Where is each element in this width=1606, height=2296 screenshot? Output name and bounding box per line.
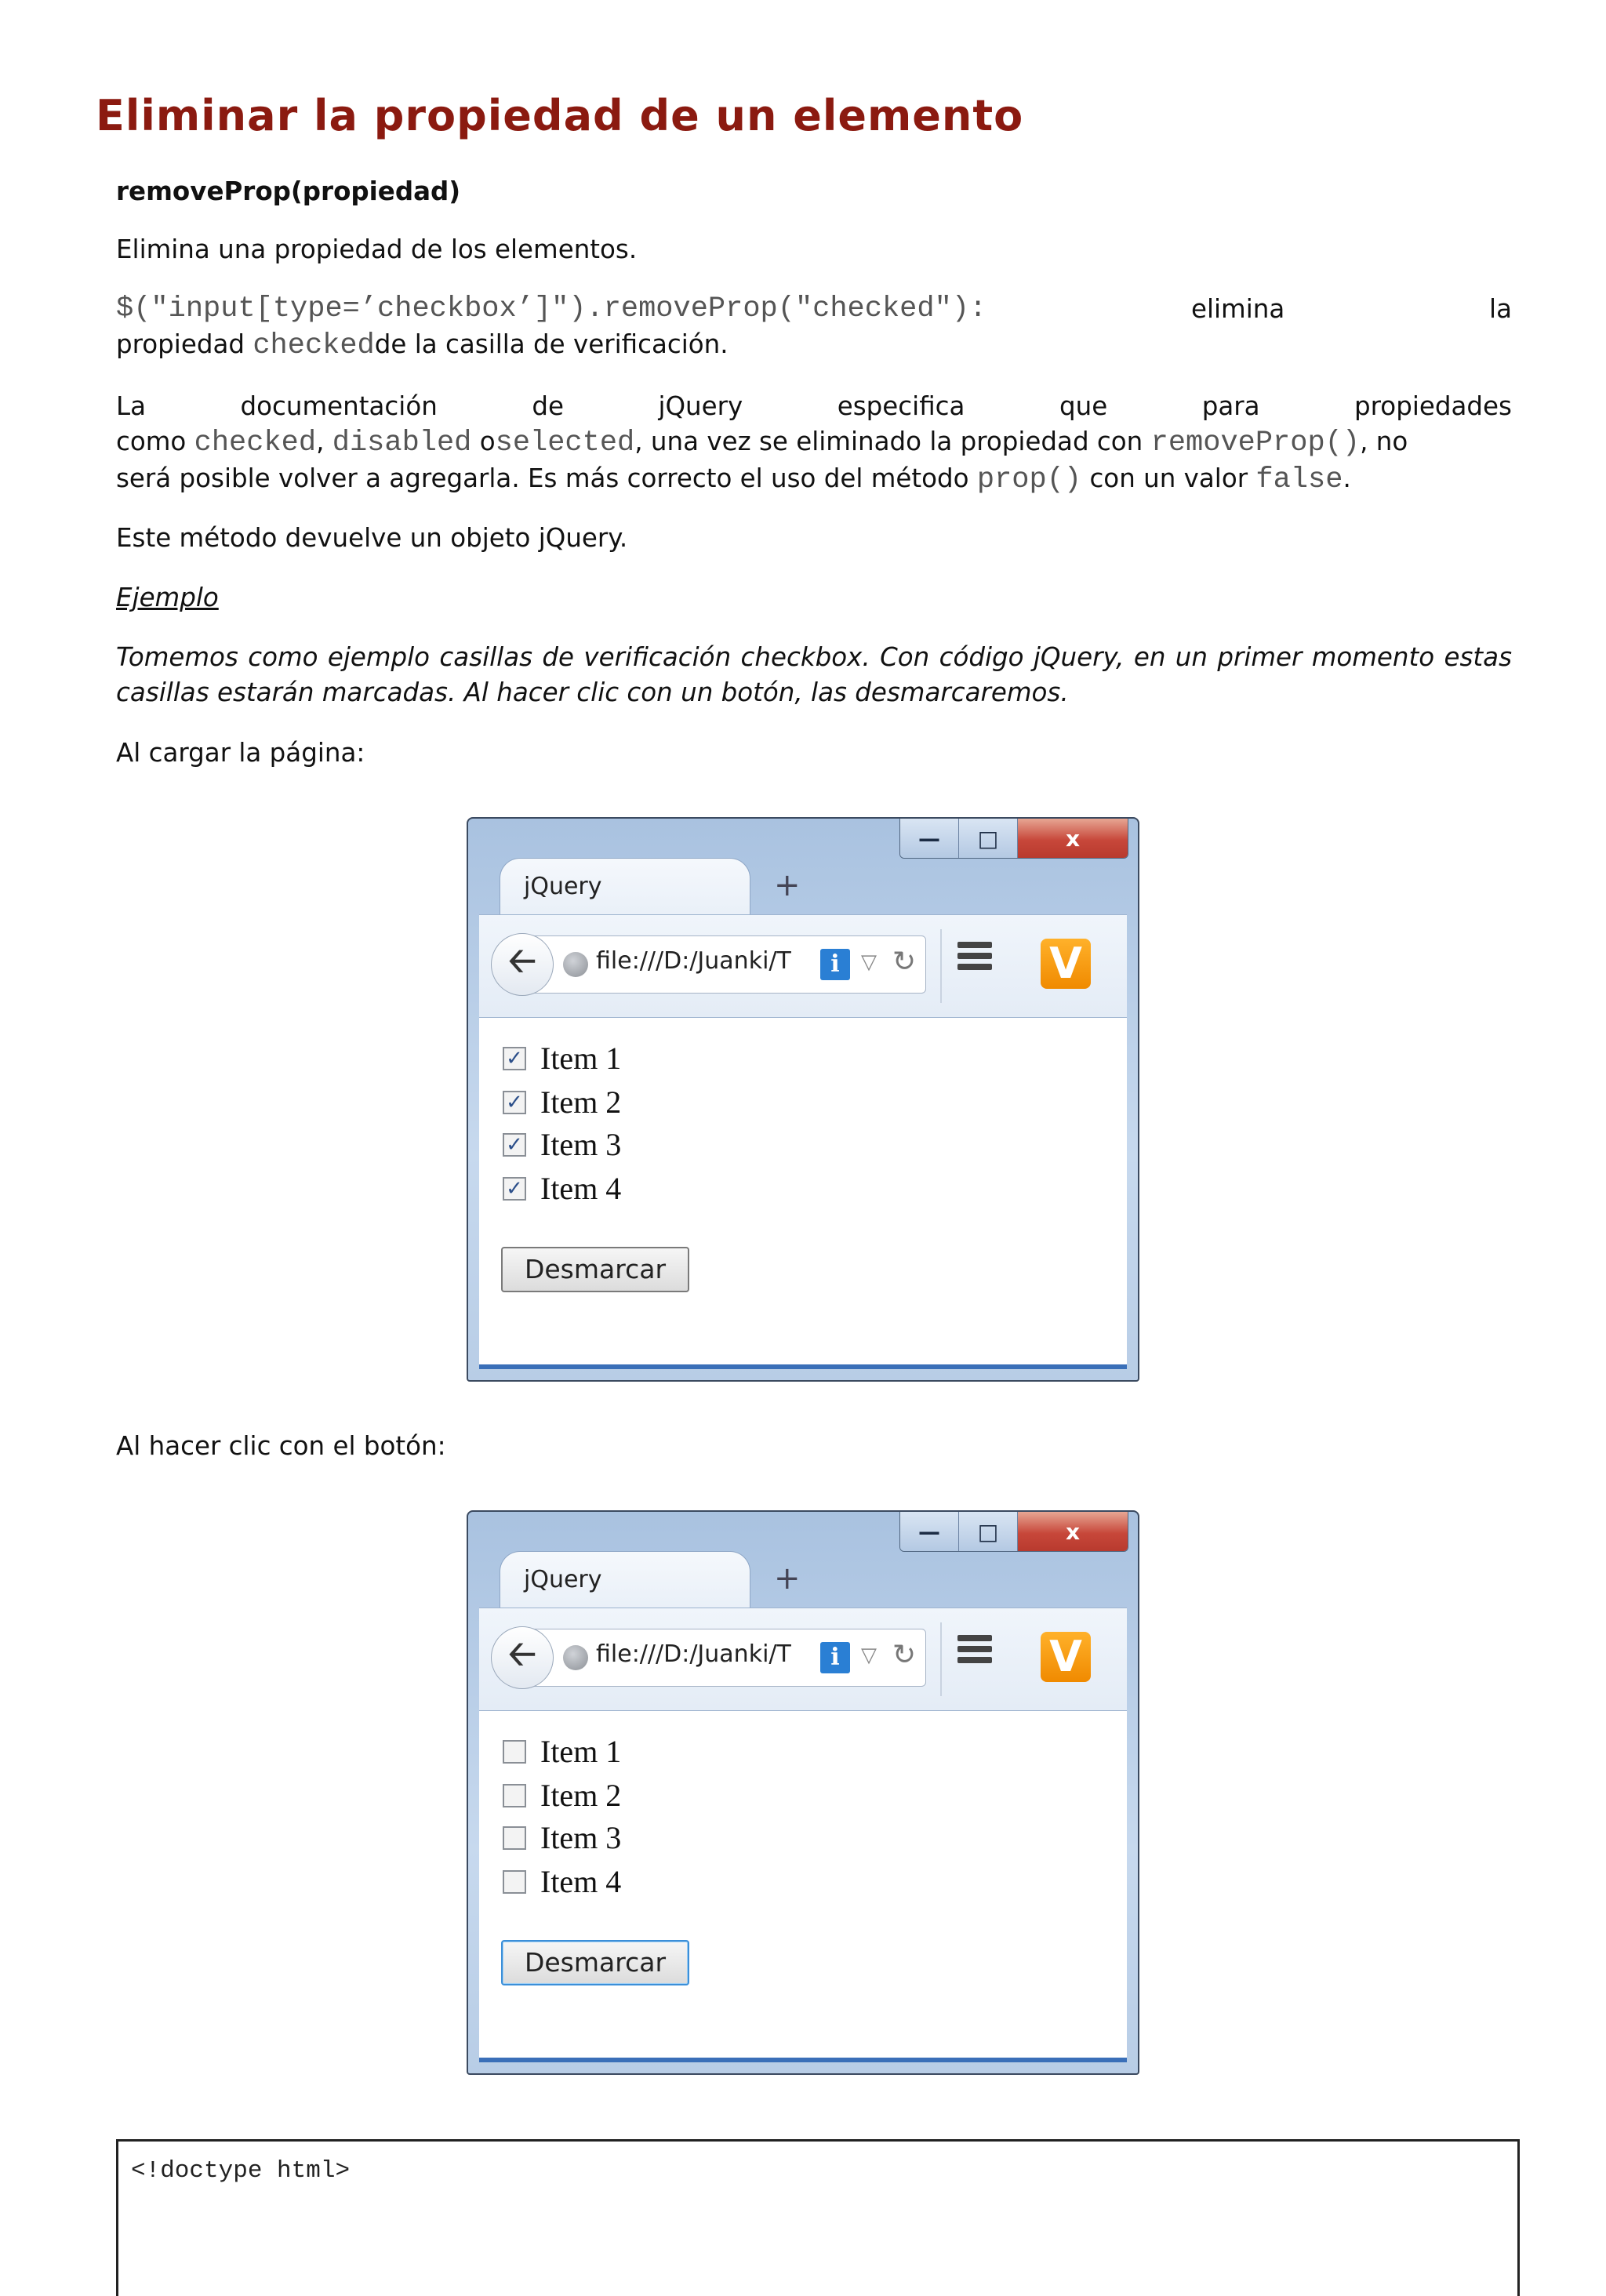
browser-tab[interactable]: jQuery bbox=[500, 1551, 750, 1609]
checkbox-item[interactable] bbox=[503, 1084, 621, 1121]
doc-word: propiedades bbox=[1354, 391, 1512, 421]
doc-text: como bbox=[116, 427, 194, 456]
url-text[interactable]: file:///D:/Juanki/T bbox=[596, 1640, 791, 1668]
doc-line-3 bbox=[116, 461, 1512, 498]
doc-word: de bbox=[532, 391, 564, 421]
new-tab-icon[interactable]: + bbox=[774, 1560, 801, 1597]
page-title: Eliminar la propiedad de un elemento bbox=[96, 91, 1024, 140]
checkbox-item[interactable] bbox=[503, 1733, 621, 1770]
checkbox-checked[interactable]: ✓ bbox=[503, 1177, 526, 1201]
example-line2-a: propiedad bbox=[116, 329, 253, 359]
new-tab-icon[interactable]: + bbox=[774, 867, 801, 903]
checkbox-label: Item 2 bbox=[540, 1778, 622, 1813]
checkbox-label: Item 1 bbox=[540, 1734, 622, 1769]
method-signature bbox=[116, 174, 1512, 209]
checkbox-item[interactable] bbox=[503, 1126, 621, 1163]
checkbox-checked[interactable]: ✓ bbox=[503, 1133, 526, 1157]
doc-code-removeprop: removeProp() bbox=[1150, 427, 1361, 460]
doc-code-prop: prop() bbox=[976, 463, 1082, 496]
example-line-paragraph bbox=[116, 292, 1512, 364]
browser-screenshot-after bbox=[467, 1510, 1139, 2075]
doc-text: será posible volver a agregarla. Es más correcto el uso del método bbox=[116, 463, 977, 493]
description-paragraph bbox=[116, 232, 1512, 267]
doc-line-1 bbox=[116, 389, 1512, 424]
back-arrow-icon[interactable]: 🡠 bbox=[491, 933, 554, 996]
url-bar[interactable] bbox=[492, 1629, 926, 1687]
example-description-text: Tomemos como ejemplo casillas de verificación checkbox. Con código jQuery, en un primer momento estas casillas estarán marcadas. Al hacer clic con un botón, las desmarcaremos. bbox=[116, 642, 1512, 707]
doc-code-false: false bbox=[1255, 463, 1343, 496]
browser-toolbar bbox=[479, 1608, 1127, 1711]
toolbar-separator bbox=[940, 929, 942, 1003]
reload-icon[interactable]: ↻ bbox=[892, 946, 917, 978]
doc-code-selected: selected bbox=[495, 427, 635, 460]
checkbox-unchecked[interactable] bbox=[503, 1784, 526, 1807]
example-description bbox=[116, 640, 1512, 710]
url-bar[interactable] bbox=[492, 935, 926, 994]
info-icon[interactable]: i bbox=[820, 949, 850, 980]
caption-click-text: Al hacer clic con el botón: bbox=[116, 1431, 446, 1461]
desmarcar-button[interactable]: Desmarcar bbox=[501, 1247, 689, 1292]
browser-toolbar bbox=[479, 914, 1127, 1018]
toolbar-separator bbox=[940, 1622, 942, 1696]
doc-text: , una vez se eliminado la propiedad con bbox=[634, 427, 1151, 456]
checkbox-label: Item 4 bbox=[540, 1171, 622, 1206]
checkbox-item[interactable] bbox=[503, 1170, 621, 1207]
browser-screenshot-before bbox=[467, 817, 1139, 1382]
hamburger-menu-icon[interactable] bbox=[957, 942, 992, 975]
returns-paragraph bbox=[116, 521, 1512, 556]
vivaldi-logo-icon[interactable]: V bbox=[1041, 1632, 1091, 1682]
checkbox-item[interactable] bbox=[503, 1819, 621, 1856]
checkbox-label: Item 3 bbox=[540, 1127, 622, 1162]
checkbox-unchecked[interactable] bbox=[503, 1870, 526, 1894]
returns-text: Este método devuelve un objeto jQuery. bbox=[116, 523, 628, 553]
example-word-la: la bbox=[1489, 294, 1512, 324]
doc-word: especifica bbox=[837, 391, 965, 421]
window-controls bbox=[899, 1512, 1128, 1552]
checkbox-unchecked[interactable] bbox=[503, 1826, 526, 1850]
checkbox-label: Item 3 bbox=[540, 1820, 622, 1855]
dropdown-arrow-icon[interactable]: ▽ bbox=[861, 950, 877, 974]
maximize-icon[interactable]: □ bbox=[959, 1512, 1018, 1551]
signature-text: removeProp(propiedad) bbox=[116, 176, 461, 206]
hamburger-menu-icon[interactable] bbox=[957, 1635, 992, 1668]
example-line2-code: checked bbox=[253, 329, 375, 362]
checkbox-checked[interactable]: ✓ bbox=[503, 1091, 526, 1114]
back-arrow-icon[interactable]: 🡠 bbox=[491, 1626, 554, 1689]
reload-icon[interactable]: ↻ bbox=[892, 1639, 917, 1671]
doc-text: , no bbox=[1360, 427, 1408, 456]
example-heading-text: Ejemplo bbox=[116, 583, 219, 612]
checkbox-label: Item 2 bbox=[540, 1084, 622, 1120]
info-icon[interactable]: i bbox=[820, 1642, 850, 1673]
example-code: $("input[type=’checkbox’]").removeProp("checked"): bbox=[116, 292, 987, 325]
globe-icon bbox=[563, 952, 588, 977]
page-viewport bbox=[479, 1018, 1127, 1369]
close-icon[interactable]: x bbox=[1018, 1512, 1128, 1551]
example-line2-b: de la casilla de verificación. bbox=[374, 329, 729, 359]
maximize-icon[interactable]: □ bbox=[959, 819, 1018, 858]
code-block bbox=[116, 2139, 1520, 2296]
doc-word: para bbox=[1201, 391, 1260, 421]
browser-tab[interactable]: jQuery bbox=[500, 858, 750, 916]
checkbox-label: Item 1 bbox=[540, 1041, 622, 1076]
doc-text: . bbox=[1343, 463, 1351, 493]
url-text[interactable]: file:///D:/Juanki/T bbox=[596, 947, 791, 975]
doc-word: jQuery bbox=[658, 391, 743, 421]
checkbox-item[interactable] bbox=[503, 1040, 621, 1077]
caption-load-text: Al cargar la página: bbox=[116, 738, 365, 768]
doc-word: La bbox=[116, 391, 147, 421]
doc-line-2 bbox=[116, 424, 1512, 461]
doc-code-checked: checked bbox=[194, 427, 317, 460]
example-word-elimina: elimina bbox=[1190, 294, 1285, 324]
example-heading bbox=[116, 580, 1512, 616]
caption-click bbox=[116, 1429, 1512, 1464]
close-icon[interactable]: x bbox=[1018, 819, 1128, 858]
doc-code-disabled: disabled bbox=[332, 427, 472, 460]
doc-text: con un valor bbox=[1081, 463, 1256, 493]
dropdown-arrow-icon[interactable]: ▽ bbox=[861, 1644, 877, 1667]
minimize-icon[interactable]: — bbox=[900, 1512, 959, 1551]
doc-text: , bbox=[316, 427, 332, 456]
doc-text: o bbox=[471, 427, 496, 456]
checkbox-unchecked[interactable] bbox=[503, 1740, 526, 1764]
globe-icon bbox=[563, 1645, 588, 1670]
doc-word: que bbox=[1059, 391, 1108, 421]
caption-load bbox=[116, 736, 1512, 771]
code-line: <!doctype html> bbox=[131, 2157, 351, 2185]
minimize-icon[interactable]: — bbox=[900, 819, 959, 858]
window-controls bbox=[899, 819, 1128, 859]
checkbox-item[interactable] bbox=[503, 1777, 621, 1814]
description-text: Elimina una propiedad de los elementos. bbox=[116, 234, 638, 264]
page-viewport bbox=[479, 1711, 1127, 2062]
checkbox-label: Item 4 bbox=[540, 1864, 622, 1899]
checkbox-checked[interactable]: ✓ bbox=[503, 1047, 526, 1070]
documentation-paragraph bbox=[116, 389, 1512, 498]
doc-word: documentación bbox=[240, 391, 438, 421]
checkbox-item[interactable] bbox=[503, 1863, 621, 1900]
vivaldi-logo-icon[interactable]: V bbox=[1041, 939, 1091, 989]
desmarcar-button[interactable]: Desmarcar bbox=[501, 1940, 689, 1985]
